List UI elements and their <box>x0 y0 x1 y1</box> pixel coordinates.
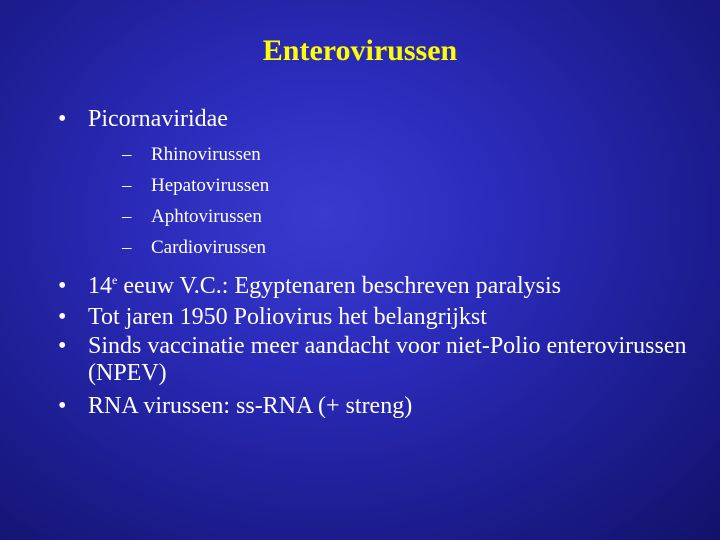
bullet-text: Picornaviridae <box>88 106 228 132</box>
sub-item-cardiovirussen <box>122 232 698 263</box>
bullet-item-rna-virussen <box>58 391 698 422</box>
bullet-text-suffix: eeuw V.C.: Egyptenaren beschreven paralysis <box>117 273 561 299</box>
bullet-text: Tot jaren 1950 Poliovirus het belangrijkst <box>88 304 487 330</box>
bullet-item-14e-eeuw <box>58 271 698 302</box>
dash-marker: – <box>122 237 132 258</box>
bullet-text: Sinds vaccinatie meer aandacht voor niet-Polio enterovirussen (NPEV) <box>88 333 687 386</box>
sub-item-hepatovirussen <box>122 170 698 201</box>
bullet-marker: • <box>58 273 67 299</box>
sub-item-text: Rhinovirussen <box>151 144 261 165</box>
bullet-item-picornaviridae <box>58 104 698 263</box>
slide-title: Enterovirussen <box>262 34 458 67</box>
bullet-marker: • <box>58 304 67 330</box>
sub-item-text: Hepatovirussen <box>151 175 270 196</box>
sub-item-aphtovirussen <box>122 201 698 232</box>
bullet-marker: • <box>58 106 67 132</box>
bullet-item-vaccinatie <box>58 333 698 387</box>
bullet-marker: • <box>58 393 67 419</box>
sub-item-text: Cardiovirussen <box>151 237 267 258</box>
dash-marker: – <box>122 144 132 165</box>
sub-bullet-list <box>88 139 698 263</box>
bullet-text-prefix: 14 <box>88 273 112 299</box>
bullet-item-poliovirus <box>58 302 698 333</box>
sub-item-rhinovirussen <box>122 139 698 170</box>
bullet-text: RNA virussen: ss-RNA (+ streng) <box>88 393 413 419</box>
sub-item-text: Aphtovirussen <box>151 206 262 227</box>
dash-marker: – <box>122 175 132 196</box>
superscript-e: e <box>112 273 118 287</box>
bullet-marker: • <box>58 333 67 359</box>
bullet-list <box>58 104 698 422</box>
dash-marker: – <box>122 206 132 227</box>
